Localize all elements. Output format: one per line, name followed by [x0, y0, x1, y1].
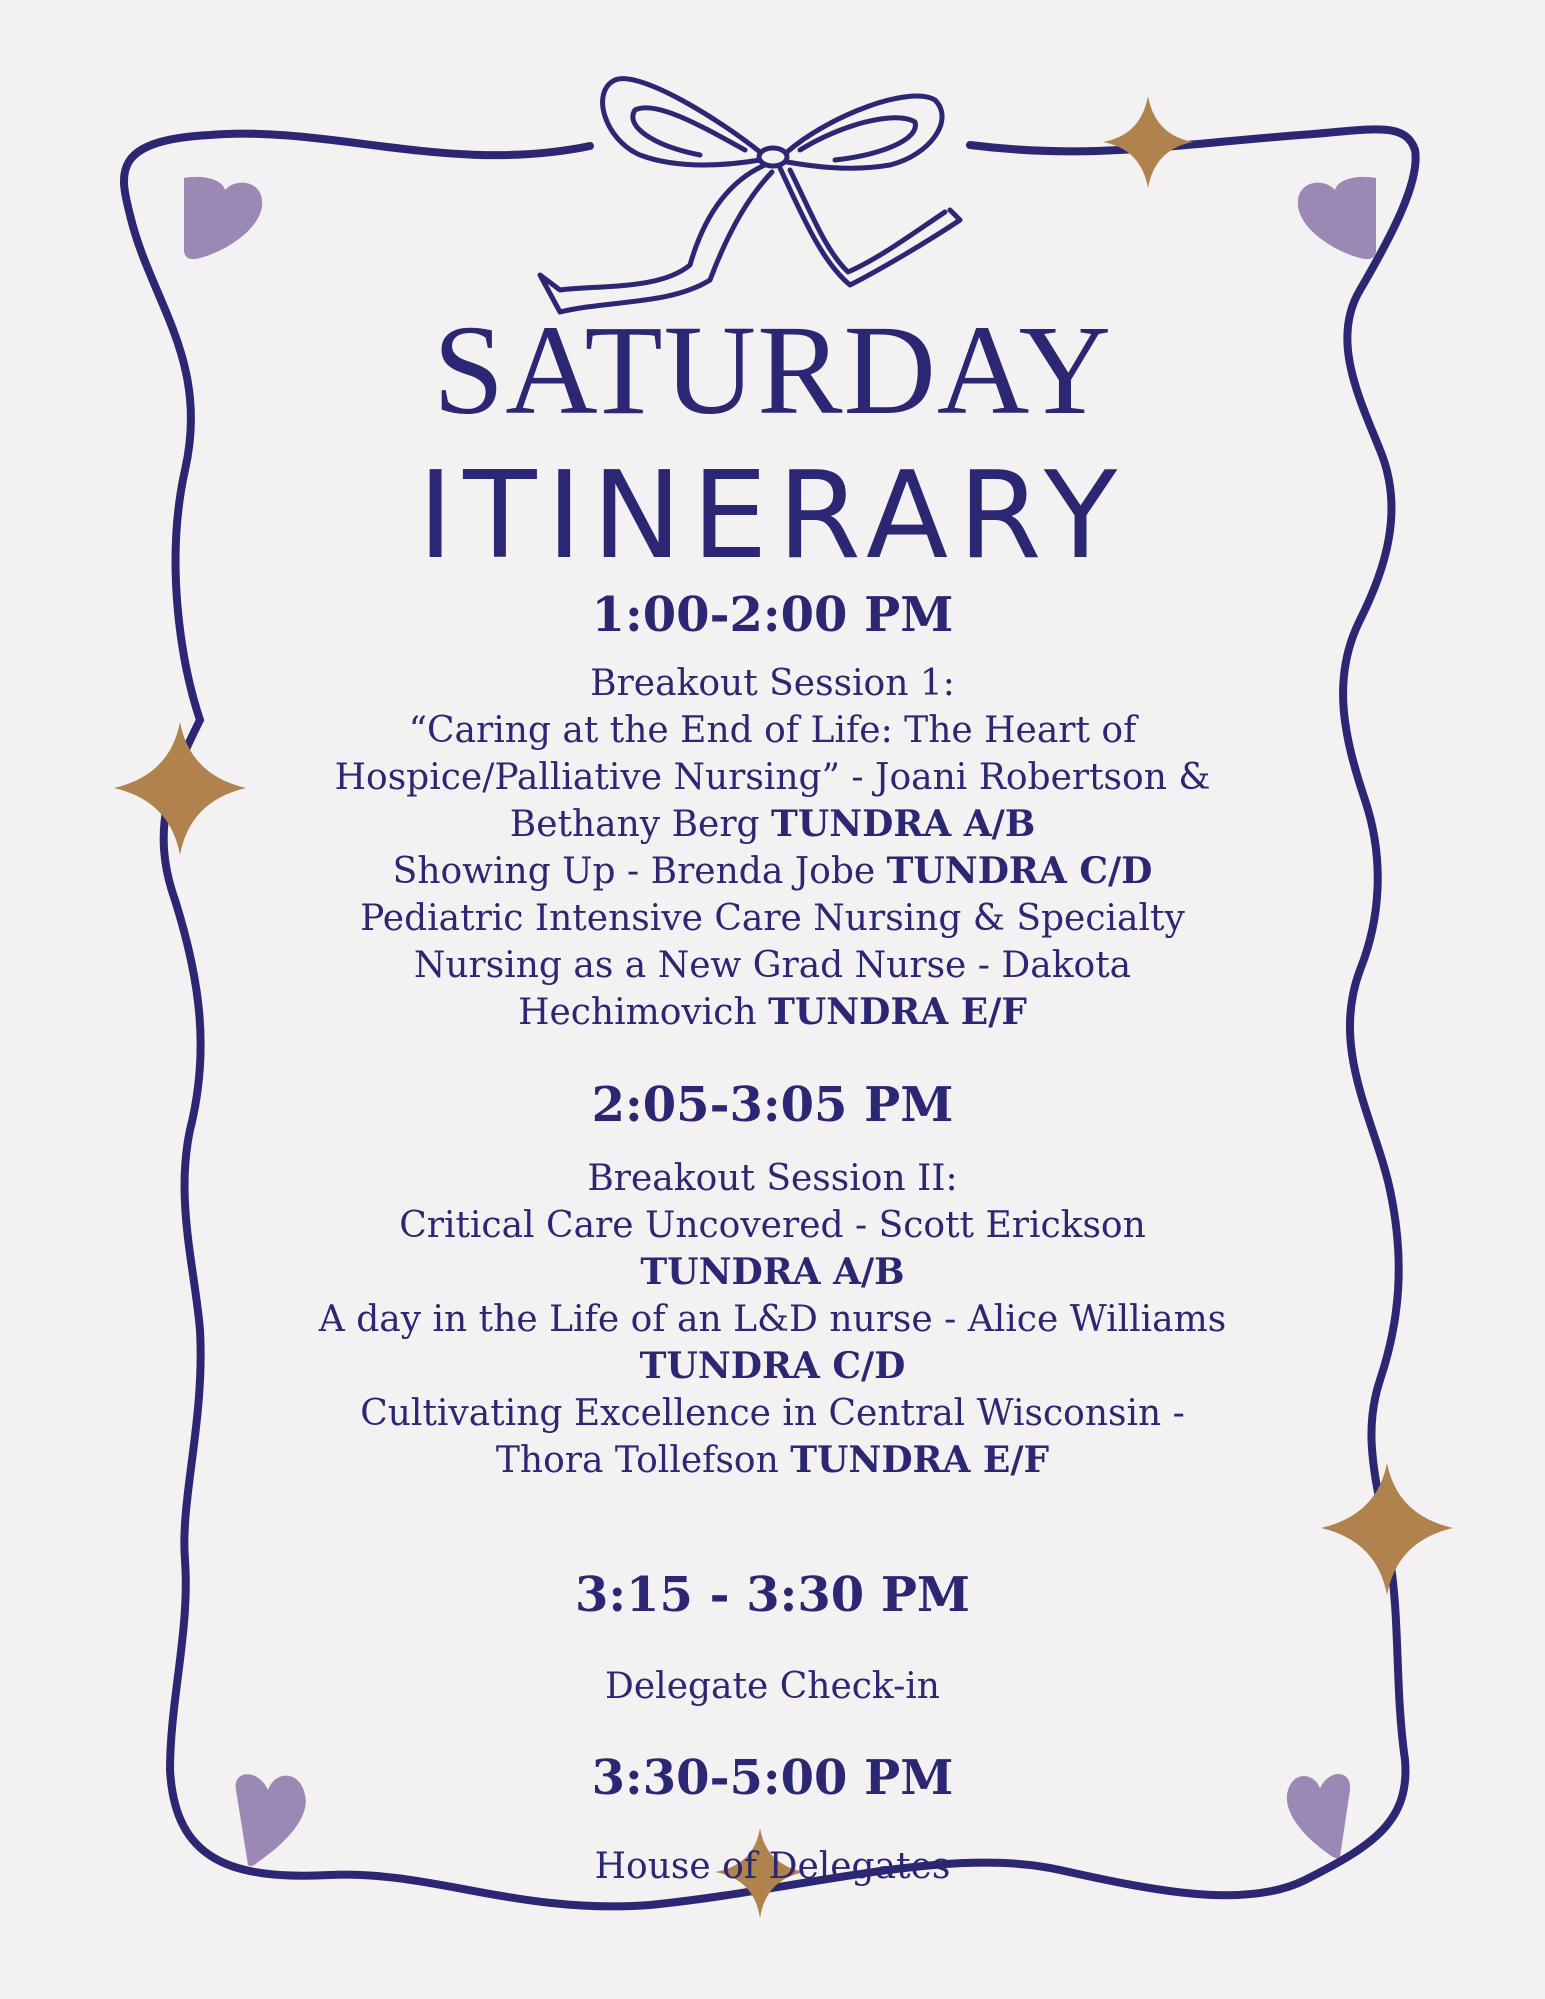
- session-line: House of Delegates: [594, 1846, 951, 1887]
- page-title-saturday: SATURDAY: [433, 299, 1112, 441]
- session-details: [300, 1155, 1245, 1484]
- room-label: TUNDRA E/F: [790, 1439, 1050, 1481]
- session-line: Delegate Check-in: [605, 1666, 940, 1707]
- session-time: 2:05-3:05 PM: [591, 1077, 954, 1133]
- session-time: 1:00-2:00 PM: [591, 587, 954, 643]
- room-label: TUNDRA C/D: [886, 850, 1153, 892]
- session-time: 3:30-5:00 PM: [591, 1750, 954, 1806]
- session-line: [300, 1249, 1245, 1296]
- session-line: [300, 1343, 1245, 1390]
- session-line: Showing Up - Brenda Jobe TUNDRA C/D: [392, 850, 1153, 892]
- session-line: Cultivating Excellence in Central Wisconsin -: [360, 1393, 1185, 1434]
- session-details: [300, 1663, 1245, 1710]
- session-line: “Caring at the End of Life: The Heart of: [408, 710, 1137, 751]
- room-label: TUNDRA A/B: [771, 803, 1036, 845]
- room-label: TUNDRA C/D: [639, 1345, 906, 1387]
- session-time: 3:15 - 3:30 PM: [574, 1567, 971, 1623]
- session-line: Breakout Session II:: [587, 1158, 958, 1199]
- session-details: [300, 1843, 1245, 1890]
- session-details: [300, 660, 1245, 1036]
- room-label: TUNDRA E/F: [768, 991, 1027, 1033]
- page-title-itinerary: ITINERARY: [417, 447, 1128, 586]
- session-line: A day in the Life of an L&D nurse - Alice Williams: [318, 1299, 1227, 1340]
- session-line: Hechimovich TUNDRA E/F: [518, 991, 1027, 1033]
- session-line: Critical Care Uncovered - Scott Erickson: [399, 1205, 1146, 1246]
- session-line: Hospice/Palliative Nursing” - Joani Robertson &: [334, 757, 1211, 798]
- session-line: Nursing as a New Grad Nurse - Dakota: [413, 945, 1132, 986]
- session-line: Bethany Berg TUNDRA A/B: [509, 803, 1036, 845]
- session-line: Thora Tollefson TUNDRA E/F: [495, 1439, 1050, 1481]
- session-line: Breakout Session 1:: [590, 663, 955, 704]
- room-label: TUNDRA A/B: [640, 1251, 905, 1293]
- session-line: Pediatric Intensive Care Nursing & Specialty: [360, 898, 1185, 939]
